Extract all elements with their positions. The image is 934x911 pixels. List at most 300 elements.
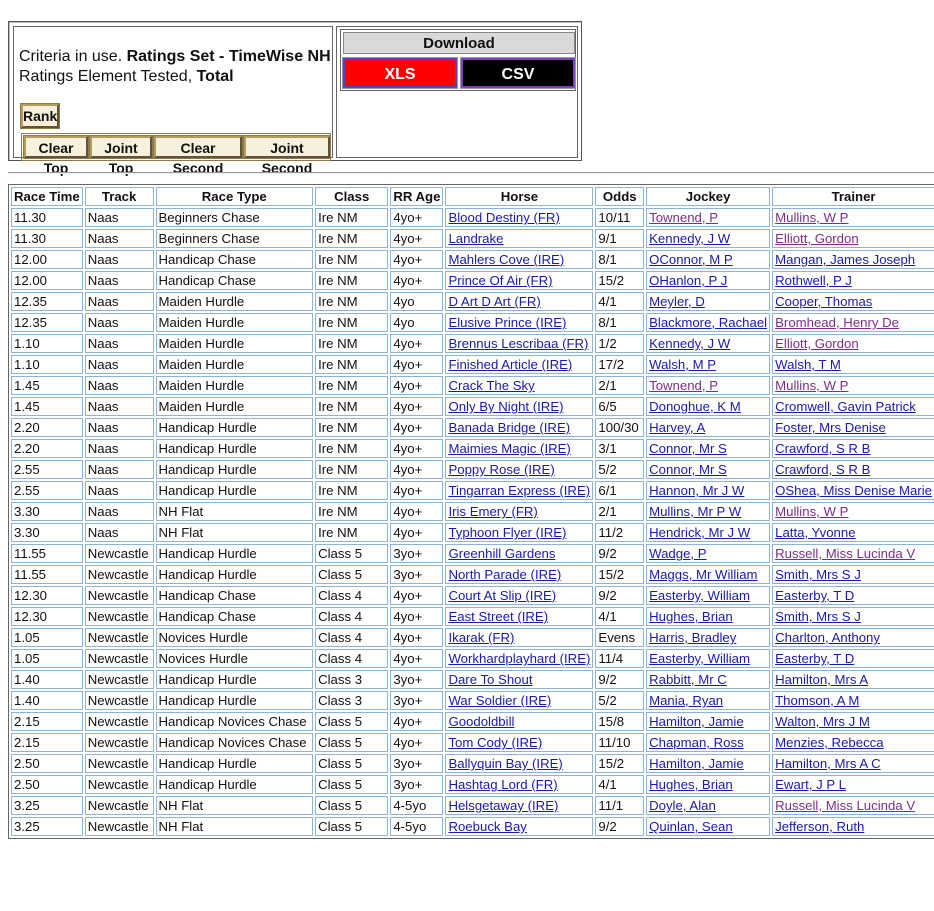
jockey-link[interactable]: Hendrick, Mr J W: [649, 525, 751, 540]
jockey-cell: [646, 754, 770, 773]
horse-link[interactable]: Landrake: [448, 231, 504, 246]
horse-link[interactable]: Poppy Rose (IRE): [448, 462, 555, 477]
jockey-link[interactable]: Quinlan, Sean: [649, 819, 733, 834]
header-track: Track: [85, 187, 154, 206]
track-cell: Newcastle: [85, 733, 154, 752]
filter-button-row: [21, 133, 331, 176]
trainer-link[interactable]: Charlton, Anthony: [775, 630, 880, 645]
odds-cell: 11/1: [595, 796, 644, 815]
horse-link[interactable]: Hashtag Lord (FR): [448, 777, 558, 792]
race-type-cell: Handicap Hurdle: [156, 439, 314, 458]
horse-link[interactable]: Banada Bridge (IRE): [448, 420, 571, 435]
race-type-cell: NH Flat: [156, 796, 314, 815]
jockey-link[interactable]: Rabbitt, Mr C: [649, 672, 727, 687]
table-row: [11, 817, 934, 836]
trainer-link[interactable]: Crawford, S R B: [775, 441, 871, 456]
table-row: [11, 334, 934, 353]
horse-cell: [445, 607, 593, 626]
class-cell: Ire NM: [315, 418, 388, 437]
track-cell: Newcastle: [85, 817, 154, 836]
table-row: [11, 460, 934, 479]
download-csv-button[interactable]: CSV: [461, 58, 575, 88]
trainer-link[interactable]: Walton, Mrs J M: [775, 714, 870, 729]
class-cell: Ire NM: [315, 481, 388, 500]
track-cell: Newcastle: [85, 712, 154, 731]
jockey-cell: [646, 481, 770, 500]
jockey-link[interactable]: Walsh, M P: [649, 357, 717, 372]
jockey-link[interactable]: Connor, Mr S: [649, 462, 727, 477]
class-cell: Class 3: [315, 691, 388, 710]
jockey-link[interactable]: Doyle, Alan: [649, 798, 716, 813]
jockey-cell: [646, 313, 770, 332]
trainer-cell: [772, 439, 934, 458]
rr-age-cell: 4yo+: [390, 628, 443, 647]
horse-link[interactable]: Typhoon Flyer (IRE): [448, 525, 567, 540]
jockey-cell: [646, 271, 770, 290]
clear-second-button[interactable]: Clear Second: [154, 136, 242, 158]
horse-cell: [445, 817, 593, 836]
race-time-cell: 2.55: [11, 481, 83, 500]
horse-link[interactable]: North Parade (IRE): [448, 567, 562, 582]
race-type-cell: NH Flat: [156, 817, 314, 836]
race-time-cell: 3.30: [11, 502, 83, 521]
horse-link[interactable]: Workhardplayhard (IRE): [448, 651, 591, 666]
horse-link[interactable]: Blood Destiny (FR): [448, 210, 560, 225]
trainer-link[interactable]: Smith, Mrs S J: [775, 567, 861, 582]
jockey-link[interactable]: Blackmore, Rachael: [649, 315, 768, 330]
horse-cell: [445, 565, 593, 584]
jockey-link[interactable]: Mullins, Mr P W: [649, 504, 742, 519]
trainer-link[interactable]: Jefferson, Ruth: [775, 819, 865, 834]
horse-link[interactable]: Roebuck Bay: [448, 819, 527, 834]
horse-cell: [445, 313, 593, 332]
track-cell: Naas: [85, 397, 154, 416]
jockey-cell: [646, 460, 770, 479]
jockey-link[interactable]: Hughes, Brian: [649, 609, 733, 624]
trainer-link[interactable]: Latta, Yvonne: [775, 525, 856, 540]
jockey-cell: [646, 565, 770, 584]
trainer-link[interactable]: Hamilton, Mrs A C: [775, 756, 881, 771]
table-row: [11, 523, 934, 542]
horse-link[interactable]: Court At Slip (IRE): [448, 588, 557, 603]
rr-age-cell: 3yo+: [390, 565, 443, 584]
horse-cell: [445, 397, 593, 416]
jockey-cell: [646, 586, 770, 605]
race-time-cell: 12.30: [11, 607, 83, 626]
horse-cell: [445, 523, 593, 542]
rr-age-cell: 4yo+: [390, 523, 443, 542]
horse-link[interactable]: Dare To Shout: [448, 672, 533, 687]
trainer-cell: [772, 691, 934, 710]
track-cell: Naas: [85, 481, 154, 500]
trainer-link[interactable]: Easterby, T D: [775, 588, 855, 603]
rr-age-cell: 4-5yo: [390, 817, 443, 836]
rr-age-cell: 4-5yo: [390, 796, 443, 815]
jockey-link[interactable]: Connor, Mr S: [649, 441, 727, 456]
horse-link[interactable]: Ballyquin Bay (IRE): [448, 756, 563, 771]
header-rr-age: RR Age: [390, 187, 443, 206]
track-cell: Newcastle: [85, 670, 154, 689]
horse-link[interactable]: Tom Cody (IRE): [448, 735, 543, 750]
track-cell: Newcastle: [85, 691, 154, 710]
ratings-set-label: Ratings Set - TimeWise NH: [126, 48, 331, 65]
race-time-cell: 11.55: [11, 565, 83, 584]
horse-link[interactable]: Tingarran Express (IRE): [448, 483, 591, 498]
jockey-cell: [646, 334, 770, 353]
class-cell: Class 4: [315, 649, 388, 668]
class-cell: Ire NM: [315, 250, 388, 269]
table-row: [11, 229, 934, 248]
class-cell: Ire NM: [315, 397, 388, 416]
class-cell: Ire NM: [315, 460, 388, 479]
table-row: [11, 754, 934, 773]
trainer-link[interactable]: Elliott, Gordon: [775, 336, 859, 351]
horse-link[interactable]: Crack The Sky: [448, 378, 535, 393]
horse-link[interactable]: Only By Night (IRE): [448, 399, 564, 414]
race-type-cell: Maiden Hurdle: [156, 376, 314, 395]
table-row: [11, 355, 934, 374]
class-cell: Class 5: [315, 754, 388, 773]
download-xls-button[interactable]: XLS: [343, 58, 457, 88]
horse-cell: [445, 691, 593, 710]
trainer-link[interactable]: Russell, Miss Lucinda V: [775, 798, 916, 813]
horse-cell: [445, 292, 593, 311]
table-row: [11, 418, 934, 437]
jockey-link[interactable]: Harris, Bradley: [649, 630, 737, 645]
odds-cell: 15/8: [595, 712, 644, 731]
trainer-cell: [772, 418, 934, 437]
track-cell: Naas: [85, 292, 154, 311]
jockey-link[interactable]: Wadge, P: [649, 546, 707, 561]
race-type-cell: Maiden Hurdle: [156, 355, 314, 374]
class-cell: Class 4: [315, 607, 388, 626]
trainer-cell: [772, 796, 934, 815]
class-cell: Class 5: [315, 712, 388, 731]
joint-second-button[interactable]: Joint Second: [244, 136, 330, 158]
jockey-link[interactable]: OHanlon, P J: [649, 273, 728, 288]
race-type-cell: NH Flat: [156, 523, 314, 542]
rr-age-cell: 4yo+: [390, 355, 443, 374]
track-cell: Naas: [85, 229, 154, 248]
jockey-cell: [646, 628, 770, 647]
trainer-link[interactable]: Cromwell, Gavin Patrick: [775, 399, 916, 414]
divider: [8, 172, 934, 174]
jockey-cell: [646, 523, 770, 542]
jockey-cell: [646, 691, 770, 710]
horse-link[interactable]: Helsgetaway (IRE): [448, 798, 559, 813]
track-cell: Newcastle: [85, 796, 154, 815]
jockey-cell: [646, 796, 770, 815]
element-line: [19, 68, 234, 86]
race-type-cell: Handicap Chase: [156, 607, 314, 626]
trainer-cell: [772, 229, 934, 248]
trainer-cell: [772, 775, 934, 794]
table-row: [11, 481, 934, 500]
track-cell: Naas: [85, 502, 154, 521]
trainer-link[interactable]: Walsh, T M: [775, 357, 841, 372]
table-row: [11, 544, 934, 563]
race-type-cell: Handicap Hurdle: [156, 691, 314, 710]
jockey-link[interactable]: Harvey, A: [649, 420, 706, 435]
class-cell: Ire NM: [315, 271, 388, 290]
horse-cell: [445, 586, 593, 605]
header-jockey: Jockey: [646, 187, 770, 206]
trainer-cell: [772, 355, 934, 374]
table-row: [11, 649, 934, 668]
header-trainer: Trainer: [772, 187, 934, 206]
table-row: [11, 670, 934, 689]
table-row: [11, 250, 934, 269]
trainer-link[interactable]: Easterby, T D: [775, 651, 855, 666]
rr-age-cell: 4yo+: [390, 607, 443, 626]
horse-link[interactable]: D Art D Art (FR): [448, 294, 541, 309]
trainer-link[interactable]: Russell, Miss Lucinda V: [775, 546, 916, 561]
horse-link[interactable]: Elusive Prince (IRE): [448, 315, 567, 330]
joint-top-button[interactable]: Joint Top: [90, 136, 152, 158]
table-row: [11, 628, 934, 647]
horse-cell: [445, 796, 593, 815]
jockey-link[interactable]: Easterby, William: [649, 651, 750, 666]
trainer-cell: [772, 565, 934, 584]
jockey-link[interactable]: Townend, P: [649, 210, 719, 225]
trainer-cell: [772, 502, 934, 521]
jockey-link[interactable]: Hannon, Mr J W: [649, 483, 745, 498]
element-value: Total: [196, 68, 234, 85]
rr-age-cell: 4yo: [390, 313, 443, 332]
trainer-link[interactable]: Menzies, Rebecca: [775, 735, 884, 750]
jockey-link[interactable]: Hamilton, Jamie: [649, 714, 744, 729]
class-cell: Ire NM: [315, 208, 388, 227]
class-cell: Class 5: [315, 565, 388, 584]
horse-cell: [445, 628, 593, 647]
race-time-cell: 2.50: [11, 754, 83, 773]
trainer-cell: [772, 313, 934, 332]
horse-link[interactable]: Goodoldbill: [448, 714, 515, 729]
horse-link[interactable]: Maimies Magic (IRE): [448, 441, 571, 456]
race-time-cell: 12.35: [11, 292, 83, 311]
track-cell: Naas: [85, 439, 154, 458]
horse-link[interactable]: Prince Of Air (FR): [448, 273, 553, 288]
odds-cell: 6/5: [595, 397, 644, 416]
race-time-cell: 1.10: [11, 334, 83, 353]
odds-cell: 9/2: [595, 670, 644, 689]
race-time-cell: 2.50: [11, 775, 83, 794]
trainer-cell: [772, 544, 934, 563]
race-time-cell: 11.30: [11, 229, 83, 248]
race-type-cell: Handicap Hurdle: [156, 565, 314, 584]
jockey-link[interactable]: Kennedy, J W: [649, 336, 731, 351]
trainer-cell: [772, 397, 934, 416]
race-type-cell: Novices Hurdle: [156, 649, 314, 668]
jockey-cell: [646, 250, 770, 269]
trainer-link[interactable]: Mullins, W P: [775, 504, 849, 519]
table-row: [11, 712, 934, 731]
rr-age-cell: 4yo+: [390, 376, 443, 395]
jockey-link[interactable]: Easterby, William: [649, 588, 750, 603]
class-cell: Class 5: [315, 775, 388, 794]
race-type-cell: Handicap Hurdle: [156, 418, 314, 437]
trainer-link[interactable]: Ewart, J P L: [775, 777, 846, 792]
jockey-link[interactable]: OConnor, M P: [649, 252, 733, 267]
jockey-link[interactable]: Donoghue, K M: [649, 399, 741, 414]
race-type-cell: NH Flat: [156, 502, 314, 521]
race-type-cell: Handicap Chase: [156, 250, 314, 269]
jockey-link[interactable]: Mania, Ryan: [649, 693, 724, 708]
results-body: [11, 208, 934, 836]
class-cell: Ire NM: [315, 523, 388, 542]
track-cell: Newcastle: [85, 544, 154, 563]
clear-top-button[interactable]: Clear Top: [24, 136, 88, 158]
odds-cell: 100/30: [595, 418, 644, 437]
rank-button[interactable]: Rank: [21, 104, 59, 128]
jockey-cell: [646, 712, 770, 731]
track-cell: Newcastle: [85, 754, 154, 773]
rr-age-cell: 4yo: [390, 292, 443, 311]
table-row: [11, 796, 934, 815]
race-time-cell: 12.35: [11, 313, 83, 332]
rr-age-cell: 4yo+: [390, 271, 443, 290]
trainer-link[interactable]: Mullins, W P: [775, 210, 849, 225]
horse-link[interactable]: East Street (IRE): [448, 609, 549, 624]
download-box: [336, 26, 578, 158]
jockey-cell: [646, 397, 770, 416]
rr-age-cell: 4yo+: [390, 712, 443, 731]
race-type-cell: Novices Hurdle: [156, 628, 314, 647]
jockey-link[interactable]: Hughes, Brian: [649, 777, 733, 792]
odds-cell: 5/2: [595, 460, 644, 479]
odds-cell: 11/4: [595, 649, 644, 668]
rr-age-cell: 4yo+: [390, 250, 443, 269]
rr-age-cell: 4yo+: [390, 649, 443, 668]
trainer-link[interactable]: Mullins, W P: [775, 378, 849, 393]
horse-cell: [445, 481, 593, 500]
race-time-cell: 2.15: [11, 733, 83, 752]
trainer-link[interactable]: Smith, Mrs S J: [775, 609, 861, 624]
criteria-box: [13, 26, 333, 176]
rr-age-cell: 3yo+: [390, 670, 443, 689]
trainer-cell: [772, 754, 934, 773]
jockey-cell: [646, 208, 770, 227]
race-time-cell: 1.05: [11, 628, 83, 647]
results-table-wrap: [8, 184, 934, 839]
race-time-cell: 1.10: [11, 355, 83, 374]
table-row: [11, 607, 934, 626]
race-time-cell: 12.30: [11, 586, 83, 605]
odds-cell: 3/1: [595, 439, 644, 458]
jockey-cell: [646, 670, 770, 689]
class-cell: Ire NM: [315, 229, 388, 248]
trainer-link[interactable]: Rothwell, P J: [775, 273, 852, 288]
class-cell: Class 3: [315, 670, 388, 689]
class-cell: Class 5: [315, 796, 388, 815]
race-time-cell: 12.00: [11, 271, 83, 290]
race-type-cell: Handicap Novices Chase: [156, 733, 314, 752]
race-time-cell: 3.30: [11, 523, 83, 542]
trainer-link[interactable]: Hamilton, Mrs A: [775, 672, 869, 687]
odds-cell: 11/10: [595, 733, 644, 752]
jockey-cell: [646, 502, 770, 521]
odds-cell: 4/1: [595, 775, 644, 794]
jockey-link[interactable]: Hamilton, Jamie: [649, 756, 744, 771]
horse-link[interactable]: Finished Article (IRE): [448, 357, 573, 372]
rr-age-cell: 4yo+: [390, 481, 443, 500]
horse-link[interactable]: Mahlers Cove (IRE): [448, 252, 565, 267]
horse-link[interactable]: Iris Emery (FR): [448, 504, 538, 519]
trainer-link[interactable]: Crawford, S R B: [775, 462, 871, 477]
rr-age-cell: 4yo+: [390, 397, 443, 416]
horse-link[interactable]: Brennus Lescribaa (FR): [448, 336, 589, 351]
odds-cell: 9/2: [595, 817, 644, 836]
class-cell: Ire NM: [315, 292, 388, 311]
trainer-link[interactable]: Mangan, James Joseph: [775, 252, 916, 267]
horse-cell: [445, 250, 593, 269]
trainer-cell: [772, 376, 934, 395]
horse-link[interactable]: Greenhill Gardens: [448, 546, 556, 561]
trainer-cell: [772, 712, 934, 731]
horse-cell: [445, 229, 593, 248]
trainer-link[interactable]: OShea, Miss Denise Marie: [775, 483, 932, 498]
trainer-link[interactable]: Thomson, A M: [775, 693, 860, 708]
trainer-cell: [772, 523, 934, 542]
horse-cell: [445, 733, 593, 752]
table-row: [11, 586, 934, 605]
jockey-link[interactable]: Chapman, Ross: [649, 735, 744, 750]
horse-cell: [445, 376, 593, 395]
horse-link[interactable]: Ikarak (FR): [448, 630, 515, 645]
trainer-link[interactable]: Cooper, Thomas: [775, 294, 873, 309]
jockey-link[interactable]: Meyler, D: [649, 294, 705, 309]
horse-cell: [445, 460, 593, 479]
class-cell: Ire NM: [315, 334, 388, 353]
jockey-cell: [646, 733, 770, 752]
race-type-cell: Maiden Hurdle: [156, 292, 314, 311]
jockey-link[interactable]: Maggs, Mr William: [649, 567, 758, 582]
race-time-cell: 2.20: [11, 439, 83, 458]
race-time-cell: 3.25: [11, 817, 83, 836]
horse-cell: [445, 334, 593, 353]
jockey-cell: [646, 607, 770, 626]
race-type-cell: Handicap Hurdle: [156, 481, 314, 500]
horse-cell: [445, 649, 593, 668]
class-cell: Ire NM: [315, 355, 388, 374]
header-race-time: Race Time: [11, 187, 83, 206]
race-time-cell: 1.40: [11, 670, 83, 689]
element-prefix: Ratings Element Tested,: [19, 68, 197, 85]
horse-link[interactable]: War Soldier (IRE): [448, 693, 552, 708]
jockey-cell: [646, 649, 770, 668]
table-row: [11, 691, 934, 710]
jockey-link[interactable]: Kennedy, J W: [649, 231, 731, 246]
table-row: [11, 733, 934, 752]
race-time-cell: 12.00: [11, 250, 83, 269]
race-time-cell: 1.05: [11, 649, 83, 668]
trainer-cell: [772, 670, 934, 689]
trainer-link[interactable]: Bromhead, Henry De: [775, 315, 899, 330]
race-time-cell: 1.45: [11, 397, 83, 416]
race-type-cell: Handicap Chase: [156, 271, 314, 290]
jockey-link[interactable]: Townend, P: [649, 378, 719, 393]
track-cell: Naas: [85, 460, 154, 479]
rr-age-cell: 3yo+: [390, 754, 443, 773]
header-horse: Horse: [445, 187, 593, 206]
rr-age-cell: 4yo+: [390, 502, 443, 521]
race-type-cell: Handicap Hurdle: [156, 754, 314, 773]
table-row: [11, 775, 934, 794]
trainer-cell: [772, 649, 934, 668]
track-cell: Newcastle: [85, 649, 154, 668]
trainer-link[interactable]: Elliott, Gordon: [775, 231, 859, 246]
trainer-link[interactable]: Foster, Mrs Denise: [775, 420, 886, 435]
